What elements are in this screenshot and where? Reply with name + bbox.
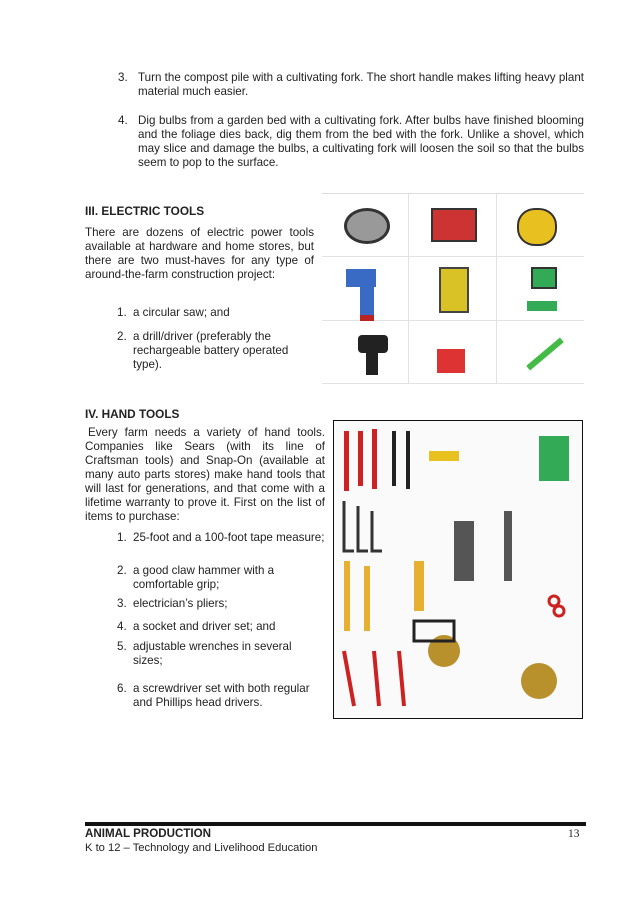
multimeter-image <box>409 257 496 320</box>
item-text: electrician’s pliers; <box>133 597 228 610</box>
item-number: 4. <box>118 114 128 127</box>
item-text: adjustable wrenches in several sizes; <box>133 640 292 667</box>
list-item <box>117 531 325 545</box>
footer-rule <box>85 822 586 826</box>
item-number: 1. <box>117 306 127 319</box>
item-text: a screwdriver set with both regular and Phillips head drivers. <box>133 682 310 709</box>
generator-image <box>409 194 496 257</box>
cordless-drill-image <box>322 257 409 320</box>
list-item <box>117 306 317 320</box>
item-number: 3. <box>118 71 128 84</box>
list-item <box>118 114 584 170</box>
list-item <box>117 640 312 668</box>
item-number: 5. <box>117 640 127 653</box>
list-item <box>118 71 584 99</box>
footer-title: ANIMAL PRODUCTION <box>85 827 212 840</box>
soldering-gun-image <box>322 321 409 384</box>
hand-tools-collage <box>334 421 582 718</box>
page-number: 13 <box>568 828 580 840</box>
item-text: a socket and driver set; and <box>133 620 276 633</box>
item-text: a circular saw; and <box>133 306 230 319</box>
item-number: 1. <box>117 531 127 544</box>
snow-blower-image <box>409 321 496 384</box>
electric-intro: There are dozens of electric power tools available at hardware and home stores, but there are two must-haves for any type of around-the-farm construction project: <box>85 226 314 281</box>
item-text: a drill/driver (preferably the rechargeable battery operated type). <box>133 330 289 371</box>
orbital-sander-image <box>497 194 584 257</box>
item-number: 2. <box>117 564 127 577</box>
list-item <box>117 620 317 634</box>
item-number: 6. <box>117 682 127 695</box>
drill-press-image <box>497 257 584 320</box>
item-text: Turn the compost pile with a cultivating fork. The short handle makes lifting heavy plant material much easier. <box>138 71 584 98</box>
item-text: Dig bulbs from a garden bed with a cultivating fork. After bulbs have finished blooming and the foliage dies back, dig them from the bed with the fork. Unlike a shovel, which may slice and damage the bulbs, a cultivating fork will loosen the soil so that the bulbs seem to pop to the surface. <box>138 114 584 169</box>
hand-tools-image <box>333 420 583 719</box>
hand-intro: Every farm needs a variety of hand tools. Companies like Sears (with its line of Craftsman tools) and Snap-On (available at many auto parts stores) make hand tools that will last for generations, and that come with a lifetime warranty to prove it. First on the list of items to purchase: <box>85 426 325 523</box>
list-item <box>117 682 332 710</box>
item-number: 4. <box>117 620 127 633</box>
string-trimmer-image <box>497 321 584 384</box>
item-text: 25-foot and a 100-foot tape measure; <box>133 531 325 544</box>
list-item <box>117 564 297 592</box>
item-number: 3. <box>117 597 127 610</box>
section-heading-electric-tools: III. ELECTRIC TOOLS <box>85 204 205 218</box>
list-item <box>117 597 317 611</box>
list-item <box>117 330 317 372</box>
electric-tools-image-grid <box>322 193 584 384</box>
item-text: a good claw hammer with a comfortable grip; <box>133 564 275 591</box>
item-number: 2. <box>117 330 127 343</box>
circular-saw-image <box>322 194 409 257</box>
footer-subtitle: K to 12 – Technology and Livelihood Education <box>85 842 318 854</box>
section-heading-hand-tools: IV. HAND TOOLS <box>85 407 180 421</box>
